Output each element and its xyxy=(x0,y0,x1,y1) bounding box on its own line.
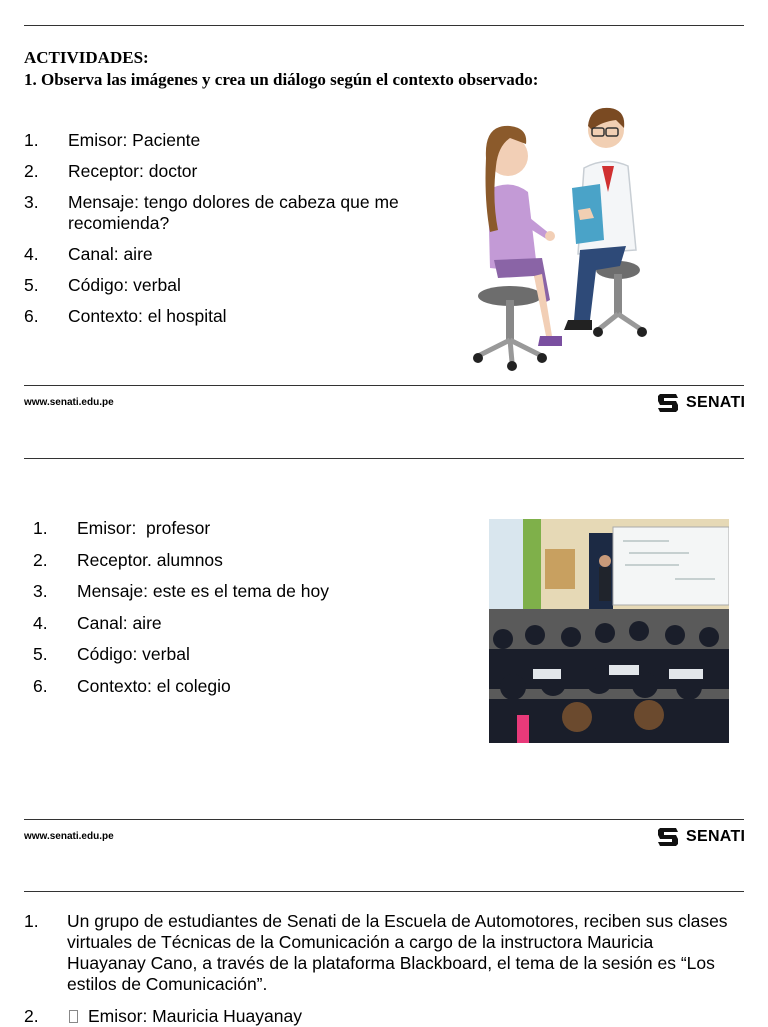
list-item: 1. Emisor: profesor xyxy=(33,518,211,538)
slide2-footer-divider xyxy=(24,819,744,820)
communication-elements-list-1 xyxy=(24,130,444,337)
item-number: 1. xyxy=(24,911,39,931)
slide3-item-1 xyxy=(24,911,736,995)
logo-text: SENATI xyxy=(686,828,746,845)
communication-elements-list-2 xyxy=(33,518,433,708)
list-item: 4. Canal: aire xyxy=(24,244,153,264)
scenario-paragraph: Un grupo de estudiantes de Senati de la Escuela de Automotores, reciben sus clases virtuales de Técnicas de la Comunicación a cargo de la instructora Mauricia Huayanay Cano, a través de la plataforma Blackboard, el tema de la sesión es “Los estilos de Comunicación”. xyxy=(67,911,728,994)
missing-glyph-icon xyxy=(69,1010,78,1023)
doctor-patient-illustration xyxy=(450,100,680,380)
logo-text: SENATI xyxy=(686,394,746,411)
list-item: 1. Emisor: Paciente xyxy=(24,130,201,150)
list-item: 6. Contexto: el hospital xyxy=(24,306,227,326)
senati-logo xyxy=(656,826,745,848)
activities-heading: ACTIVIDADES: xyxy=(24,48,149,67)
list-item: 3. Mensaje: tengo dolores de cabeza que me recomienda? xyxy=(24,192,399,233)
list-item: 2. Receptor. alumnos xyxy=(33,549,223,570)
sender-label: Emisor: Mauricia Huayanay xyxy=(88,1006,302,1026)
item-number: 2. xyxy=(24,1006,39,1026)
top-divider xyxy=(24,25,744,26)
list-item: 3. Mensaje: este es el tema de hoy xyxy=(33,581,329,602)
list-item: 5. Código: verbal xyxy=(24,275,181,295)
senati-logo-icon xyxy=(656,826,680,848)
senati-logo xyxy=(656,392,745,414)
classroom-photo xyxy=(489,519,729,743)
senati-logo-icon xyxy=(656,392,680,414)
slide2-top-divider xyxy=(24,458,744,459)
slide3-top-divider xyxy=(24,891,744,892)
list-item: 2. Receptor: doctor xyxy=(24,161,198,181)
footer-divider xyxy=(24,385,744,386)
list-item: 5. Código: verbal xyxy=(33,644,190,665)
list-item: 4. Canal: aire xyxy=(33,612,162,633)
activities-instruction: 1. Observa las imágenes y crea un diálogo según el contexto observado: xyxy=(24,70,539,89)
footer-url: www.senati.edu.pe xyxy=(24,831,114,842)
list-item: 6. Contexto: el colegio xyxy=(33,675,231,696)
footer-url: www.senati.edu.pe xyxy=(24,397,114,408)
